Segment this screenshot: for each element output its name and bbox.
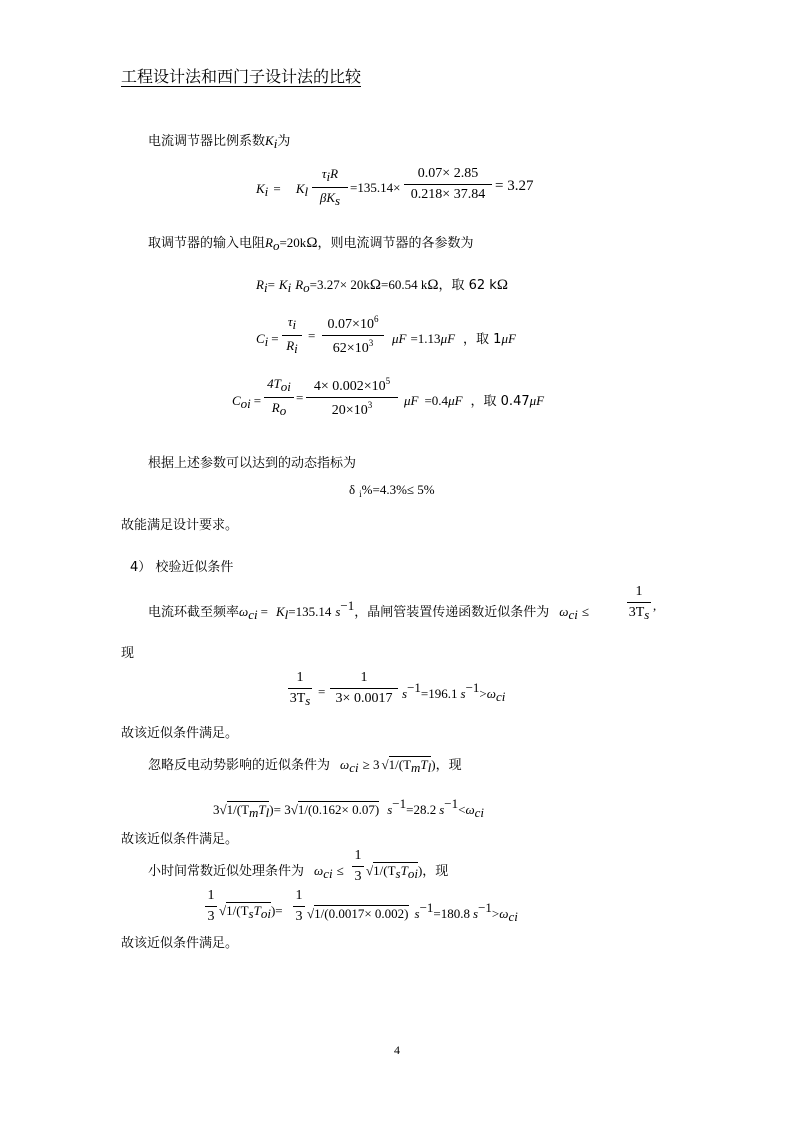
eq-sign: = (296, 390, 304, 405)
frac-num: 4× 0.002×10 (313, 379, 386, 394)
frac-num: 1 (207, 888, 215, 903)
omega-symbol: Ω (496, 277, 508, 293)
frac-num: τ (321, 166, 327, 181)
rad-text: 1/(T (388, 757, 412, 772)
fraction-1-3ts (288, 670, 312, 709)
eq-value: =3.27× 20k (309, 277, 370, 292)
var-sub: i (273, 136, 278, 151)
paragraph-text: 取调节器的输入电阻 (148, 236, 266, 251)
paragraph-text: 电流环截至频率 (148, 605, 240, 620)
omega-symbol: ω (239, 604, 249, 619)
equation-ci (256, 328, 279, 350)
rad-sub: m (249, 805, 259, 820)
ge-sign: ≥ 3 (362, 757, 380, 772)
frac-den: 3T (628, 605, 645, 620)
fraction-bar (322, 335, 384, 336)
paragraph-cutoff-frequency (148, 598, 589, 623)
omega-symbol: ω (314, 863, 324, 878)
frac-den-sub: s (644, 607, 650, 622)
fraction-tau-r (312, 166, 348, 209)
frac-num: 0.07× 2.85 (417, 166, 479, 181)
unit: μF (404, 393, 419, 408)
equation-6-tail (402, 680, 505, 705)
omega-symbol: Ω (427, 277, 439, 293)
equation-ki (256, 178, 308, 200)
fraction-values (404, 166, 492, 203)
frac-num-tail: R (330, 166, 339, 181)
var-r: R (265, 235, 273, 250)
eq-k: K (295, 181, 305, 196)
eq-lhs-sub: i (264, 184, 269, 199)
sqrt-sign: √ (219, 903, 227, 918)
eq-lhs-sub: i (263, 280, 268, 295)
sqrt-sign: √ (219, 802, 227, 817)
unit: μF (448, 393, 463, 408)
eq-r-sub: o (303, 280, 310, 295)
paragraph-tail: ，现 (422, 864, 449, 879)
eq-k-sub: l (284, 607, 289, 622)
radicand (373, 862, 418, 881)
frac-num-sup: 5 (385, 376, 391, 386)
section-heading: 4） 校验近似条件 (130, 560, 234, 575)
eq-value: =180.8 (433, 906, 470, 921)
paragraph-now: 现 (121, 646, 135, 661)
unit-s: s (414, 906, 420, 921)
unit: μF (529, 393, 545, 408)
frac-den: 20×10 (331, 403, 368, 418)
fraction-bar (312, 187, 348, 188)
rad-mid: T (400, 863, 408, 878)
rad-text: 1/(T (226, 903, 249, 918)
radicand (226, 801, 270, 820)
eq-sign: = 3 (273, 802, 291, 817)
fraction-1-3ts (627, 584, 651, 623)
eq-k: K (275, 604, 285, 619)
fraction-values (306, 376, 398, 419)
equation-ci-tail (392, 328, 516, 347)
radicand (388, 756, 432, 775)
rad-text: 1/(T (373, 863, 396, 878)
omega-sub: ci (474, 805, 485, 820)
frac-den: βK (319, 190, 336, 205)
eq-sign: = (260, 604, 268, 619)
rad-sub: m (411, 760, 421, 775)
fraction-values (322, 314, 384, 357)
frac-den: 3× 0.0017 (335, 691, 393, 706)
paragraph-conclusion: 故能满足设计要求。 (121, 518, 239, 533)
coef: 3 (213, 802, 220, 817)
equation-back-emf (213, 796, 484, 821)
frac-num-sub: oi (280, 379, 291, 394)
omega-sub: ci (495, 689, 506, 704)
frac-num: τ (287, 314, 293, 329)
eq-r: R (295, 277, 304, 292)
eq-value: =1.13 (410, 331, 441, 346)
fraction-bar (330, 688, 398, 689)
unit-sup: −1 (392, 796, 407, 811)
paragraph-tail: ，则电流调节器的各参数为 (317, 236, 474, 251)
le-sign: ≤ (581, 604, 589, 619)
paragraph-input-resistor (148, 232, 473, 254)
frac-num: 4T (267, 376, 281, 391)
frac-num: 1 (354, 848, 362, 863)
gt-sign: > (479, 686, 487, 701)
rad-end: ) (270, 903, 276, 918)
unit-s: s (402, 686, 408, 701)
eq-sign: = (271, 331, 279, 346)
fraction-1-3 (293, 888, 305, 925)
frac-num: 1 (295, 888, 303, 903)
rad-end: ) (431, 757, 436, 772)
equation-coi (232, 390, 261, 412)
rad-sub: s (248, 906, 254, 921)
equation-overshoot (349, 482, 435, 499)
sqrt-sign: √ (381, 757, 389, 772)
rad-sub: l (265, 805, 270, 820)
unit-s: s (335, 604, 341, 619)
frac-den: 3T (289, 691, 306, 706)
fraction-1-3 (205, 888, 217, 925)
equation-coi-tail (404, 390, 544, 409)
frac-den: 0.218× 37.84 (410, 187, 486, 202)
rad-end: ) (269, 802, 274, 817)
unit: μF (501, 331, 516, 346)
radicand (226, 902, 271, 921)
eq-value: =135.14 (288, 604, 332, 619)
fraction-bar (264, 397, 294, 398)
rad-sub: l (427, 760, 432, 775)
fraction-bar (404, 184, 492, 185)
gt-sign: > (491, 906, 500, 921)
eq-value: =28.2 (406, 802, 437, 817)
omega-symbol: ω (486, 686, 496, 701)
fraction-bar (293, 906, 305, 907)
frac-den-sub: s (335, 193, 341, 208)
unit-s: s (439, 802, 445, 817)
rad-mid: T (253, 903, 261, 918)
unit-s: s (473, 906, 479, 921)
delta-symbol: δ (349, 482, 356, 497)
eq-lhs-sub: i (264, 334, 269, 349)
omega-symbol: Ω (306, 235, 318, 251)
eq-value: =196.1 (420, 686, 458, 701)
frac-num-sup: 6 (373, 314, 379, 324)
paragraph-small-time-constant-tail (366, 860, 448, 882)
rad-sub: oi (407, 866, 418, 881)
fraction-bar (306, 397, 398, 398)
rad-end: ) (417, 863, 423, 878)
frac-den-sup: 3 (368, 338, 374, 348)
paragraph-small-time-constant (148, 860, 344, 882)
paragraph-tail: 为 (277, 134, 291, 149)
frac-den-sub: s (305, 693, 311, 708)
fraction-values (330, 670, 398, 707)
unit: μF (392, 331, 407, 346)
eq-k: K (278, 277, 288, 292)
sqrt-sign: √ (366, 863, 374, 878)
frac-den-sup: 3 (367, 400, 373, 410)
page-number: 4 (394, 1043, 400, 1057)
unit: μF (440, 331, 456, 346)
sqrt-sign: √ (307, 906, 315, 921)
eq-k-sub: l (304, 184, 309, 199)
frac-den: 62×10 (332, 341, 369, 356)
unit-sup: −1 (478, 900, 492, 915)
var-k: K (265, 133, 274, 148)
rad-mid: T (258, 802, 266, 817)
rad-sub: oi (260, 906, 271, 921)
page-title: 工程设计法和西门子设计法的比较 (121, 67, 362, 86)
fraction-bar (627, 602, 651, 603)
paragraph-tail: ，现 (435, 758, 462, 773)
equation-result: = 3.27 (495, 178, 534, 194)
rad-mid: T (420, 757, 428, 772)
eq-lhs: C (232, 393, 241, 408)
equation-small-time-constant-a (219, 900, 283, 922)
eq-take: ，取 1 (463, 332, 502, 347)
eq-k-sub: i (287, 280, 292, 295)
frac-num: 1 (296, 670, 304, 685)
lt-sign: < (458, 802, 466, 817)
eq-lhs: K (256, 181, 265, 196)
fraction-bar (205, 906, 217, 907)
eq-sign: = (267, 277, 275, 292)
paragraph-text-b: ，晶闸管装置传递函数近似条件为 (354, 605, 550, 620)
paragraph-text: 小时间常数近似处理条件为 (148, 864, 305, 879)
frac-den: R (271, 400, 280, 415)
omega-sub: ci (568, 607, 578, 622)
unit-s: s (387, 802, 393, 817)
frac-den: 3 (354, 869, 362, 884)
frac-den: 3 (207, 909, 215, 924)
eq-lhs: R (256, 277, 264, 292)
omega-symbol: Ω (369, 277, 381, 293)
paragraph-dynamic: 根据上述参数可以达到的动态指标为 (148, 456, 357, 471)
fraction-1-3 (352, 848, 364, 885)
sqrt-sign: √ (290, 802, 298, 817)
paragraph-conclusion: 故该近似条件满足。 (121, 936, 239, 951)
paragraph-back-emf (148, 754, 462, 776)
fraction-bar (352, 866, 364, 867)
eq-sign: = (273, 181, 281, 196)
paragraph-conclusion: 故该近似条件满足。 (121, 726, 239, 741)
eq-sign: = (275, 903, 283, 918)
frac-den: R (286, 338, 295, 353)
frac-num: 1 (635, 584, 643, 599)
fraction-4t-r (264, 376, 294, 419)
omega-sub: ci (508, 909, 518, 924)
omega-sub: ci (248, 607, 258, 622)
equation-ri (256, 274, 508, 296)
unit-sup: −1 (419, 900, 434, 915)
unit-sup: −1 (444, 796, 459, 811)
fraction-bar (288, 688, 312, 689)
eq-value2: =60.54 k (381, 277, 428, 292)
radicand: 1/(0.162× 0.07) (297, 802, 380, 817)
eq-lhs-sub: oi (240, 396, 251, 411)
equation-mid: =135.14× (350, 180, 401, 195)
omega-symbol: ω (340, 757, 350, 772)
value-text: =20k (279, 235, 307, 250)
radicand: 1/(0.0017× 0.002) (314, 906, 409, 921)
paragraph-text: 电流调节器比例系数 (148, 134, 266, 149)
var-sub: o (272, 238, 280, 253)
eq-sign: = (253, 393, 262, 408)
paragraph-ki-intro (148, 130, 290, 152)
eq-value: =0.4 (424, 393, 449, 408)
frac-num: 0.07×10 (327, 317, 374, 332)
frac-num-sub: i (326, 169, 331, 184)
fraction-bar (282, 335, 302, 336)
eq-lhs: C (256, 331, 265, 346)
rad-sub: s (395, 866, 401, 881)
unit-sup: −1 (465, 680, 480, 695)
omega-symbol: ω (559, 604, 569, 619)
omega-symbol: ω (465, 802, 475, 817)
eq-text: %=4.3%≤ 5% (361, 482, 435, 497)
unit-sup: −1 (340, 598, 355, 613)
frac-num: 1 (360, 670, 368, 685)
frac-num-sub: i (292, 317, 297, 332)
eq-take: ，取 0.47 (470, 394, 530, 409)
paragraph-text: 忽略反电动势影响的近似条件为 (148, 758, 331, 773)
omega-sub: ci (349, 760, 359, 775)
paragraph-conclusion: 故该近似条件满足。 (121, 832, 239, 847)
eq-take: ，取 62 k (438, 278, 497, 293)
eq-sign: = (308, 328, 316, 343)
delta-sub: i (359, 489, 362, 499)
comma: , (653, 598, 657, 613)
frac-den: 3 (295, 909, 303, 924)
le-sign: ≤ (336, 863, 344, 878)
frac-den-sub: i (294, 341, 298, 356)
omega-symbol: ω (499, 906, 509, 921)
eq-sign: = (318, 684, 326, 699)
unit-sup: −1 (407, 680, 421, 695)
unit-s: s (460, 686, 466, 701)
omega-sub: ci (323, 866, 333, 881)
frac-den-sub: o (279, 403, 287, 418)
equation-small-time-constant-b (307, 900, 518, 925)
fraction-tau-r (282, 314, 302, 357)
rad-text: 1/(T (226, 802, 250, 817)
title-underline (121, 86, 361, 87)
